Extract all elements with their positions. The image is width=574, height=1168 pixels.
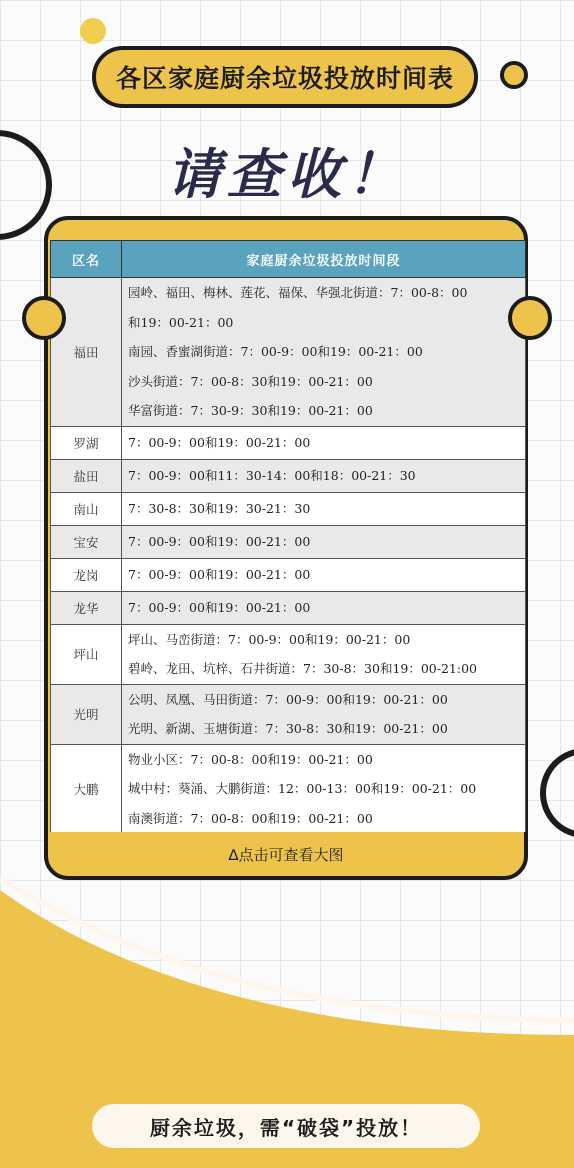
time-slots [122,525,526,558]
time-slots [122,426,526,459]
right-circle-decoration [508,296,552,340]
schedule-table-container [50,240,526,832]
table-header-row [51,241,526,278]
time-slot-line: 7：00-9：00和19：00-21：00 [128,533,311,549]
table-row [51,744,526,832]
time-slot-line: 园岭、福田、梅林、莲花、福保、华强北街道：7：00-8：00 [128,285,468,300]
table-row [51,684,526,744]
time-slots [122,744,526,832]
table-row [51,459,526,492]
district-name: 宝安 [51,525,122,558]
table-row [51,591,526,624]
time-slot-line: 7：00-9：00和19：00-21：00 [128,599,311,615]
time-slot-line: 城中村：葵涌、大鹏街道：12：00-13：00和19：00-21：00 [128,781,477,796]
time-slot-line: 南澳街道：7：00-8：00和19：00-21：00 [128,810,373,826]
time-slot-line: 碧岭、龙田、坑梓、石井街道：7：30-8：30和19：00-21:00 [128,661,477,676]
table-row [51,426,526,459]
header-district: 区名 [51,241,122,278]
table-row [51,492,526,525]
yellow-dot-decoration [80,18,106,44]
table-row [51,278,526,427]
district-name: 福田 [51,278,122,427]
bottom-banner: 厨余垃圾，需“破袋”投放！ [92,1104,480,1148]
table-row [51,624,526,684]
district-name: 盐田 [51,459,122,492]
time-slots [122,591,526,624]
time-slots [122,624,526,684]
time-slots [122,459,526,492]
time-slot-line: 和19：00-21：00 [128,314,234,330]
time-slot-line: 光明、新湖、玉塘街道：7：30-8：30和19：00-21：00 [128,721,448,736]
district-name: 大鹏 [51,744,122,832]
title-pill: 各区家庭厨余垃圾投放时间表 [92,46,478,108]
time-slot-line: 7：00-9：00和11：30-14：00和18：00-21：30 [128,467,416,483]
time-slot-line: 公明、凤凰、马田街道：7：00-9：00和19：00-21：00 [128,691,448,707]
time-slot-line: 物业小区：7：00-8：00和19：00-21：00 [128,751,373,767]
time-slot-line: 7：00-9：00和19：00-21：00 [128,434,311,450]
time-slots [122,558,526,591]
district-name: 光明 [51,684,122,744]
district-name: 南山 [51,492,122,525]
table-row [51,558,526,591]
district-name: 龙华 [51,591,122,624]
time-slot-line: 7：00-9：00和19：00-21：00 [128,566,311,582]
schedule-table [50,240,526,832]
pill-dot-decoration [500,61,528,89]
district-name: 龙岗 [51,558,122,591]
time-slot-line: 华富街道：7：30-9：30和19：00-21：00 [128,403,373,418]
district-name: 罗湖 [51,426,122,459]
district-name: 坪山 [51,624,122,684]
table-row [51,525,526,558]
time-slots [122,684,526,744]
time-slot-line: 沙头街道：7：00-8：30和19：00-21：00 [128,373,373,389]
time-slot-line: 坪山、马峦街道：7：00-9：00和19：00-21：00 [128,631,411,647]
left-circle-decoration [22,296,66,340]
time-slot-line: 7：30-8：30和19：30-21：30 [128,500,311,516]
time-slots [122,492,526,525]
time-slot-line: 南园、香蜜湖街道：7：00-9：00和19：00-21：00 [128,344,423,359]
table-body [51,278,526,833]
view-large-image-link[interactable]: ∆点击可查看大图 [228,845,344,864]
schedule-card[interactable] [44,216,528,880]
time-slots [122,278,526,427]
headline: 请查收！ [167,143,407,206]
header-times: 家庭厨余垃圾投放时间段 [122,241,526,278]
